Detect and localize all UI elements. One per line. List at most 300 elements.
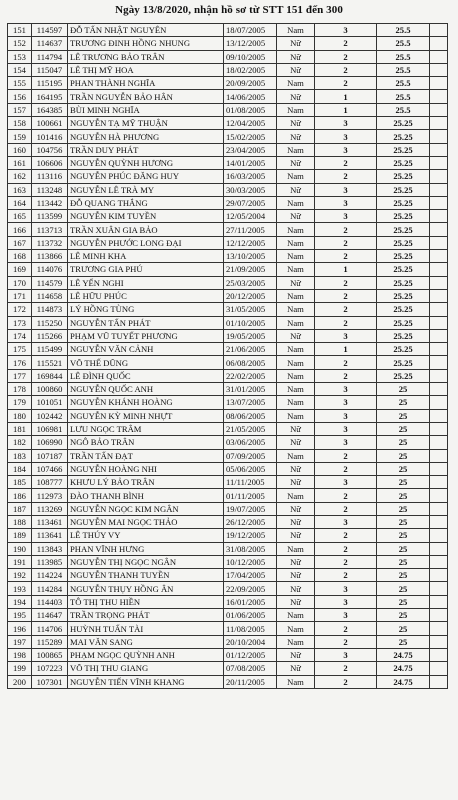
empty-cell <box>430 250 448 263</box>
row-number-cell: 153 <box>8 50 32 63</box>
student-name-cell: TÔ THỊ THU HIỀN <box>68 595 224 608</box>
date-of-birth-cell: 25/03/2005 <box>224 276 277 289</box>
priority-level-cell: 3 <box>315 24 377 37</box>
row-number-cell: 175 <box>8 343 32 356</box>
student-id-cell: 114706 <box>32 622 68 635</box>
row-number-cell: 193 <box>8 582 32 595</box>
table-row <box>8 196 448 209</box>
gender-cell: Nữ <box>277 37 315 50</box>
gender-cell: Nữ <box>277 436 315 449</box>
student-id-cell: 114647 <box>32 609 68 622</box>
page-title: Ngày 13/8/2020, nhận hồ sơ từ STT 151 đến 300 <box>115 4 343 16</box>
date-of-birth-cell: 19/12/2005 <box>224 529 277 542</box>
student-id-cell: 115047 <box>32 63 68 76</box>
student-name-cell: LÊ ĐÌNH QUỐC <box>68 369 224 382</box>
date-of-birth-cell: 06/08/2005 <box>224 356 277 369</box>
score-cell: 25.25 <box>377 196 430 209</box>
student-name-cell: ĐỖ TẤN NHẬT NGUYÊN <box>68 24 224 37</box>
student-id-cell: 107223 <box>32 662 68 675</box>
score-cell: 25.25 <box>377 316 430 329</box>
gender-cell: Nam <box>277 316 315 329</box>
gender-cell: Nam <box>277 77 315 90</box>
empty-cell <box>430 502 448 515</box>
row-number-cell: 180 <box>8 409 32 422</box>
score-cell: 25.5 <box>377 63 430 76</box>
student-name-cell: LÊ MINH KHA <box>68 250 224 263</box>
gender-cell: Nữ <box>277 476 315 489</box>
table-row <box>8 343 448 356</box>
table-row <box>8 183 448 196</box>
gender-cell: Nam <box>277 489 315 502</box>
priority-level-cell: 1 <box>315 90 377 103</box>
student-name-cell: NGUYỄN QUỲNH HƯƠNG <box>68 156 224 169</box>
date-of-birth-cell: 13/12/2005 <box>224 37 277 50</box>
student-name-cell: TRƯƠNG GIA PHÚ <box>68 263 224 276</box>
date-of-birth-cell: 17/04/2005 <box>224 569 277 582</box>
row-number-cell: 184 <box>8 462 32 475</box>
gender-cell: Nam <box>277 409 315 422</box>
student-name-cell: NGUYỄN MAI NGỌC THẢO <box>68 515 224 528</box>
score-cell: 25.5 <box>377 37 430 50</box>
score-cell: 25 <box>377 555 430 568</box>
table-row <box>8 316 448 329</box>
empty-cell <box>430 529 448 542</box>
priority-level-cell: 3 <box>315 476 377 489</box>
priority-level-cell: 3 <box>315 409 377 422</box>
gender-cell: Nam <box>277 250 315 263</box>
date-of-birth-cell: 31/05/2005 <box>224 303 277 316</box>
empty-cell <box>430 210 448 223</box>
row-number-cell: 189 <box>8 529 32 542</box>
student-name-cell: PHẠM NGỌC QUỲNH ANH <box>68 648 224 661</box>
student-id-cell: 101416 <box>32 130 68 143</box>
score-cell: 24.75 <box>377 648 430 661</box>
empty-cell <box>430 117 448 130</box>
row-number-cell: 171 <box>8 289 32 302</box>
student-name-cell: LÊ HỮU PHÚC <box>68 289 224 302</box>
priority-level-cell: 3 <box>315 210 377 223</box>
date-of-birth-cell: 11/11/2005 <box>224 476 277 489</box>
priority-level-cell: 3 <box>315 383 377 396</box>
date-of-birth-cell: 20/10/2004 <box>224 635 277 648</box>
priority-level-cell: 3 <box>315 595 377 608</box>
priority-level-cell: 2 <box>315 449 377 462</box>
empty-cell <box>430 383 448 396</box>
empty-cell <box>430 24 448 37</box>
score-cell: 25 <box>377 422 430 435</box>
student-name-cell: LƯU NGỌC TRÂM <box>68 422 224 435</box>
table-row <box>8 263 448 276</box>
table-row <box>8 143 448 156</box>
table-row <box>8 569 448 582</box>
table-row <box>8 449 448 462</box>
table-row <box>8 303 448 316</box>
student-id-cell: 114597 <box>32 24 68 37</box>
student-id-cell: 113713 <box>32 223 68 236</box>
student-name-cell: NGUYỄN THỤY HỒNG ÂN <box>68 582 224 595</box>
empty-cell <box>430 263 448 276</box>
gender-cell: Nữ <box>277 210 315 223</box>
gender-cell: Nữ <box>277 183 315 196</box>
score-cell: 25 <box>377 609 430 622</box>
student-id-cell: 113269 <box>32 502 68 515</box>
student-name-cell: BÙI MINH NGHĨA <box>68 103 224 116</box>
date-of-birth-cell: 01/10/2005 <box>224 316 277 329</box>
row-number-cell: 176 <box>8 356 32 369</box>
empty-cell <box>430 409 448 422</box>
score-cell: 25 <box>377 502 430 515</box>
priority-level-cell: 1 <box>315 263 377 276</box>
date-of-birth-cell: 20/11/2005 <box>224 675 277 688</box>
student-name-cell: ĐỖ QUANG THẮNG <box>68 196 224 209</box>
score-cell: 25 <box>377 436 430 449</box>
date-of-birth-cell: 31/01/2005 <box>224 383 277 396</box>
row-number-cell: 195 <box>8 609 32 622</box>
student-id-cell: 115499 <box>32 343 68 356</box>
table-row <box>8 50 448 63</box>
gender-cell: Nam <box>277 369 315 382</box>
student-name-cell: NGUYỄN KHÁNH HOÀNG <box>68 396 224 409</box>
row-number-cell: 170 <box>8 276 32 289</box>
student-id-cell: 107301 <box>32 675 68 688</box>
student-id-cell: 113985 <box>32 555 68 568</box>
gender-cell: Nam <box>277 170 315 183</box>
student-name-cell: PHAN THÀNH NGHĨA <box>68 77 224 90</box>
score-cell: 25.25 <box>377 170 430 183</box>
priority-level-cell: 2 <box>315 250 377 263</box>
table-row <box>8 63 448 76</box>
score-cell: 25.25 <box>377 329 430 342</box>
table-row <box>8 210 448 223</box>
table-row <box>8 622 448 635</box>
table-body <box>8 24 448 689</box>
date-of-birth-cell: 29/07/2005 <box>224 196 277 209</box>
empty-cell <box>430 156 448 169</box>
gender-cell: Nam <box>277 143 315 156</box>
student-name-cell: TRẦN TẤN ĐẠT <box>68 449 224 462</box>
row-number-cell: 183 <box>8 449 32 462</box>
table-row <box>8 462 448 475</box>
gender-cell: Nữ <box>277 50 315 63</box>
gender-cell: Nam <box>277 609 315 622</box>
table-row <box>8 130 448 143</box>
student-name-cell: TRẦN DUY PHÁT <box>68 143 224 156</box>
priority-level-cell: 2 <box>315 316 377 329</box>
gender-cell: Nam <box>277 196 315 209</box>
table-row <box>8 422 448 435</box>
row-number-cell: 167 <box>8 236 32 249</box>
student-id-cell: 115521 <box>32 356 68 369</box>
priority-level-cell: 2 <box>315 542 377 555</box>
score-cell: 25.25 <box>377 130 430 143</box>
gender-cell: Nữ <box>277 662 315 675</box>
student-name-cell: ĐÀO THANH BÌNH <box>68 489 224 502</box>
table-row <box>8 502 448 515</box>
student-name-cell: HUỲNH TUẤN TÀI <box>68 622 224 635</box>
priority-level-cell: 3 <box>315 422 377 435</box>
student-name-cell: NGUYỄN TẤN PHÁT <box>68 316 224 329</box>
row-number-cell: 169 <box>8 263 32 276</box>
table-row <box>8 489 448 502</box>
student-id-cell: 113866 <box>32 250 68 263</box>
table-row <box>8 396 448 409</box>
table-row <box>8 90 448 103</box>
score-cell: 25.25 <box>377 343 430 356</box>
gender-cell: Nữ <box>277 422 315 435</box>
student-id-cell: 113461 <box>32 515 68 528</box>
student-id-cell: 108777 <box>32 476 68 489</box>
table-row <box>8 529 448 542</box>
priority-level-cell: 1 <box>315 343 377 356</box>
priority-level-cell: 3 <box>315 143 377 156</box>
student-id-cell: 107187 <box>32 449 68 462</box>
priority-level-cell: 2 <box>315 37 377 50</box>
table-row <box>8 635 448 648</box>
score-cell: 25 <box>377 622 430 635</box>
score-cell: 25 <box>377 595 430 608</box>
gender-cell: Nam <box>277 622 315 635</box>
score-cell: 25 <box>377 529 430 542</box>
empty-cell <box>430 369 448 382</box>
date-of-birth-cell: 18/02/2005 <box>224 63 277 76</box>
row-number-cell: 160 <box>8 143 32 156</box>
row-number-cell: 159 <box>8 130 32 143</box>
row-number-cell: 199 <box>8 662 32 675</box>
table-row <box>8 409 448 422</box>
student-name-cell: PHAN VĨNH HƯNG <box>68 542 224 555</box>
priority-level-cell: 1 <box>315 103 377 116</box>
priority-level-cell: 2 <box>315 356 377 369</box>
gender-cell: Nữ <box>277 515 315 528</box>
student-id-cell: 107466 <box>32 462 68 475</box>
gender-cell: Nữ <box>277 117 315 130</box>
table-row <box>8 356 448 369</box>
gender-cell: Nam <box>277 343 315 356</box>
empty-cell <box>430 143 448 156</box>
empty-cell <box>430 90 448 103</box>
row-number-cell: 161 <box>8 156 32 169</box>
student-id-cell: 169844 <box>32 369 68 382</box>
row-number-cell: 188 <box>8 515 32 528</box>
row-number-cell: 178 <box>8 383 32 396</box>
student-name-cell: NGUYỄN PHÚC ĐĂNG HUY <box>68 170 224 183</box>
row-number-cell: 181 <box>8 422 32 435</box>
gender-cell: Nam <box>277 223 315 236</box>
date-of-birth-cell: 30/03/2005 <box>224 183 277 196</box>
row-number-cell: 179 <box>8 396 32 409</box>
student-name-cell: TRẦN NGUYỄN BẢO HÂN <box>68 90 224 103</box>
student-id-cell: 114579 <box>32 276 68 289</box>
gender-cell: Nữ <box>277 595 315 608</box>
score-cell: 25 <box>377 409 430 422</box>
table-row <box>8 555 448 568</box>
date-of-birth-cell: 16/01/2005 <box>224 595 277 608</box>
row-number-cell: 163 <box>8 183 32 196</box>
gender-cell: Nam <box>277 635 315 648</box>
date-of-birth-cell: 20/09/2005 <box>224 77 277 90</box>
score-cell: 25 <box>377 449 430 462</box>
table-row <box>8 276 448 289</box>
score-cell: 25.5 <box>377 24 430 37</box>
date-of-birth-cell: 12/05/2004 <box>224 210 277 223</box>
row-number-cell: 168 <box>8 250 32 263</box>
row-number-cell: 158 <box>8 117 32 130</box>
priority-level-cell: 2 <box>315 675 377 688</box>
score-cell: 25.25 <box>377 303 430 316</box>
table-row <box>8 662 448 675</box>
empty-cell <box>430 648 448 661</box>
gender-cell: Nữ <box>277 582 315 595</box>
empty-cell <box>430 183 448 196</box>
admission-table <box>7 23 448 689</box>
row-number-cell: 174 <box>8 329 32 342</box>
student-id-cell: 164385 <box>32 103 68 116</box>
empty-cell <box>430 515 448 528</box>
row-number-cell: 194 <box>8 595 32 608</box>
row-number-cell: 200 <box>8 675 32 688</box>
table-row <box>8 37 448 50</box>
student-id-cell: 100661 <box>32 117 68 130</box>
score-cell: 25.25 <box>377 356 430 369</box>
empty-cell <box>430 103 448 116</box>
empty-cell <box>430 476 448 489</box>
gender-cell: Nữ <box>277 555 315 568</box>
row-number-cell: 187 <box>8 502 32 515</box>
empty-cell <box>430 223 448 236</box>
score-cell: 25 <box>377 383 430 396</box>
empty-cell <box>430 422 448 435</box>
table-row <box>8 582 448 595</box>
student-name-cell: NGUYỄN TẠ MỸ THUẬN <box>68 117 224 130</box>
gender-cell: Nam <box>277 103 315 116</box>
student-name-cell: NGUYỄN HÀ PHƯƠNG <box>68 130 224 143</box>
student-name-cell: TRƯƠNG ĐINH HỒNG NHUNG <box>68 37 224 50</box>
empty-cell <box>430 609 448 622</box>
empty-cell <box>430 236 448 249</box>
student-name-cell: NGUYỄN LÊ TRÀ MY <box>68 183 224 196</box>
score-cell: 25.5 <box>377 50 430 63</box>
student-id-cell: 106606 <box>32 156 68 169</box>
date-of-birth-cell: 16/03/2005 <box>224 170 277 183</box>
student-id-cell: 113599 <box>32 210 68 223</box>
table-row <box>8 369 448 382</box>
priority-level-cell: 2 <box>315 662 377 675</box>
priority-level-cell: 3 <box>315 396 377 409</box>
empty-cell <box>430 77 448 90</box>
score-cell: 24.75 <box>377 675 430 688</box>
student-name-cell: NGUYỄN THANH TUYỀN <box>68 569 224 582</box>
empty-cell <box>430 343 448 356</box>
student-id-cell: 104756 <box>32 143 68 156</box>
date-of-birth-cell: 01/06/2005 <box>224 609 277 622</box>
row-number-cell: 177 <box>8 369 32 382</box>
score-cell: 25 <box>377 462 430 475</box>
priority-level-cell: 3 <box>315 130 377 143</box>
gender-cell: Nam <box>277 356 315 369</box>
date-of-birth-cell: 12/12/2005 <box>224 236 277 249</box>
gender-cell: Nữ <box>277 276 315 289</box>
row-number-cell: 190 <box>8 542 32 555</box>
score-cell: 25.25 <box>377 263 430 276</box>
gender-cell: Nữ <box>277 90 315 103</box>
date-of-birth-cell: 10/12/2005 <box>224 555 277 568</box>
priority-level-cell: 2 <box>315 170 377 183</box>
student-name-cell: TRẦN TRỌNG PHÁT <box>68 609 224 622</box>
date-of-birth-cell: 11/08/2005 <box>224 622 277 635</box>
empty-cell <box>430 489 448 502</box>
date-of-birth-cell: 07/08/2005 <box>224 662 277 675</box>
table-row <box>8 250 448 263</box>
priority-level-cell: 2 <box>315 276 377 289</box>
gender-cell: Nữ <box>277 462 315 475</box>
empty-cell <box>430 622 448 635</box>
student-name-cell: NGUYỄN QUỐC ANH <box>68 383 224 396</box>
date-of-birth-cell: 21/06/2005 <box>224 343 277 356</box>
gender-cell: Nam <box>277 263 315 276</box>
row-number-cell: 196 <box>8 622 32 635</box>
student-id-cell: 113248 <box>32 183 68 196</box>
student-id-cell: 100860 <box>32 383 68 396</box>
row-number-cell: 152 <box>8 37 32 50</box>
student-id-cell: 101051 <box>32 396 68 409</box>
student-name-cell: LÊ YẾN NGHI <box>68 276 224 289</box>
priority-level-cell: 2 <box>315 462 377 475</box>
gender-cell: Nữ <box>277 648 315 661</box>
gender-cell: Nữ <box>277 569 315 582</box>
empty-cell <box>430 50 448 63</box>
student-name-cell: NGÔ BẢO TRÂN <box>68 436 224 449</box>
date-of-birth-cell: 31/08/2005 <box>224 542 277 555</box>
priority-level-cell: 2 <box>315 569 377 582</box>
empty-cell <box>430 582 448 595</box>
student-name-cell: LÝ HỒNG TÙNG <box>68 303 224 316</box>
student-name-cell: LÊ THỊ MỸ HOA <box>68 63 224 76</box>
score-cell: 25.5 <box>377 90 430 103</box>
student-name-cell: NGUYỄN PHƯỚC LONG ĐẠI <box>68 236 224 249</box>
score-cell: 25.25 <box>377 289 430 302</box>
empty-cell <box>430 63 448 76</box>
student-name-cell: NGUYỄN THỊ NGỌC NGÂN <box>68 555 224 568</box>
student-name-cell: PHẠM VŨ TUYẾT PHƯƠNG <box>68 329 224 342</box>
table-row <box>8 542 448 555</box>
table-row <box>8 170 448 183</box>
gender-cell: Nam <box>277 449 315 462</box>
gender-cell: Nữ <box>277 63 315 76</box>
row-number-cell: 166 <box>8 223 32 236</box>
table-row <box>8 329 448 342</box>
priority-level-cell: 3 <box>315 582 377 595</box>
date-of-birth-cell: 03/06/2005 <box>224 436 277 449</box>
student-name-cell: NGUYỄN NGỌC KIM NGÂN <box>68 502 224 515</box>
table-row <box>8 436 448 449</box>
student-id-cell: 114873 <box>32 303 68 316</box>
student-name-cell: LÊ TRƯƠNG BẢO TRÂN <box>68 50 224 63</box>
student-id-cell: 112973 <box>32 489 68 502</box>
row-number-cell: 197 <box>8 635 32 648</box>
empty-cell <box>430 675 448 688</box>
student-id-cell: 106981 <box>32 422 68 435</box>
score-cell: 24.75 <box>377 662 430 675</box>
date-of-birth-cell: 15/02/2005 <box>224 130 277 143</box>
score-cell: 25.5 <box>377 77 430 90</box>
priority-level-cell: 3 <box>315 183 377 196</box>
priority-level-cell: 2 <box>315 303 377 316</box>
score-cell: 25.25 <box>377 210 430 223</box>
priority-level-cell: 2 <box>315 50 377 63</box>
table-row <box>8 289 448 302</box>
student-id-cell: 113641 <box>32 529 68 542</box>
row-number-cell: 165 <box>8 210 32 223</box>
